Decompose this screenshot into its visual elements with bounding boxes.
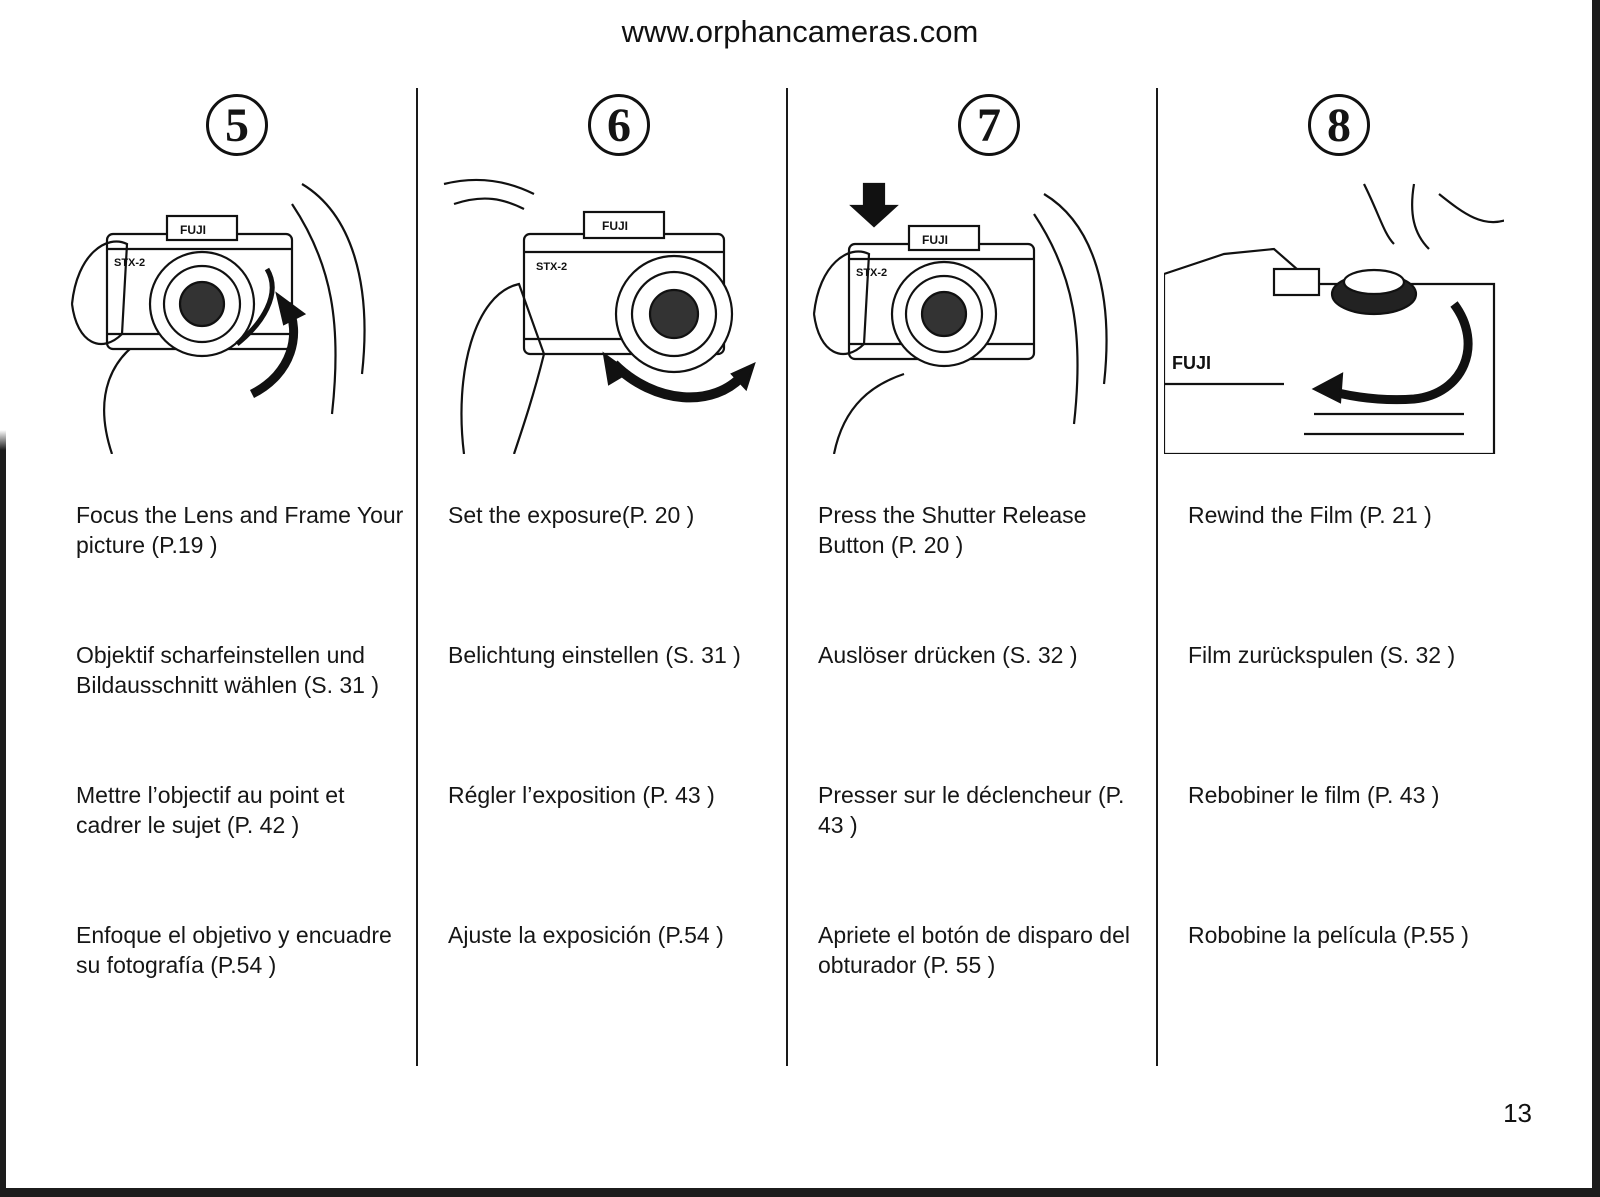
step-number: 6 (588, 94, 650, 156)
svg-text:FUJI: FUJI (922, 233, 949, 247)
page-number: 13 (1503, 1098, 1532, 1128)
instruction-es: Enfoque el objetivo y encuadre su fotografía (P.54 ) (76, 922, 392, 978)
camera-exposure-illustration-icon (424, 174, 764, 454)
page-edge-right (1592, 0, 1600, 1197)
step-number: 8 (1308, 94, 1370, 156)
instruction-en: Rewind the Film (P. 21 ) (1188, 502, 1432, 528)
camera-shutter-illustration-icon (794, 174, 1134, 454)
svg-text:FUJI: FUJI (1172, 353, 1212, 373)
step-number: 5 (206, 94, 268, 156)
instruction-en: Press the Shutter Release Button (P. 20 ) (818, 502, 1087, 558)
instruction-en: Set the exposure(P. 20 ) (448, 502, 695, 528)
step-column-6 (448, 88, 788, 1066)
instruction-de: Belichtung einstellen (S. 31 ) (448, 642, 741, 668)
column-divider (416, 88, 418, 1066)
step-column-7 (818, 88, 1158, 1066)
instruction-fr: Mettre l’objectif au point et cadrer le sujet (P. 42 ) (76, 782, 345, 838)
instruction-es: Robobine la película (P.55 ) (1188, 922, 1469, 948)
svg-text:STX-2: STX-2 (856, 267, 888, 279)
instruction-en: Focus the Lens and Frame Your picture (P.19 ) (76, 502, 404, 558)
page-edge-bottom (0, 1188, 1600, 1197)
page-edge-left (0, 0, 6, 1197)
step-number: 7 (958, 94, 1020, 156)
step-column-5 (76, 88, 416, 1066)
instruction-de: Auslöser drücken (S. 32 ) (818, 642, 1078, 668)
svg-text:STX-2: STX-2 (114, 257, 146, 269)
instruction-es: Apriete el botón de disparo del obturador (P. 55 ) (818, 922, 1130, 978)
camera-focus-illustration-icon (52, 174, 392, 454)
site-url: www.orphancameras.com (621, 14, 979, 49)
svg-text:FUJI: FUJI (180, 223, 207, 237)
instruction-fr: Presser sur le déclencheur (P. 43 ) (818, 782, 1125, 838)
svg-text:STX-2: STX-2 (536, 261, 568, 273)
svg-text:FUJI: FUJI (602, 219, 629, 233)
instruction-de: Objektif scharfeinstellen und Bildausschnitt wählen (S. 31 ) (76, 642, 379, 698)
step-column-8 (1172, 88, 1528, 1066)
instruction-fr: Régler l’exposition (P. 43 ) (448, 782, 715, 808)
instruction-de: Film zurückspulen (S. 32 ) (1188, 642, 1456, 668)
instruction-fr: Rebobiner le film (P. 43 ) (1188, 782, 1440, 808)
instruction-es: Ajuste la exposición (P.54 ) (448, 922, 724, 948)
camera-rewind-illustration-icon (1164, 174, 1504, 454)
